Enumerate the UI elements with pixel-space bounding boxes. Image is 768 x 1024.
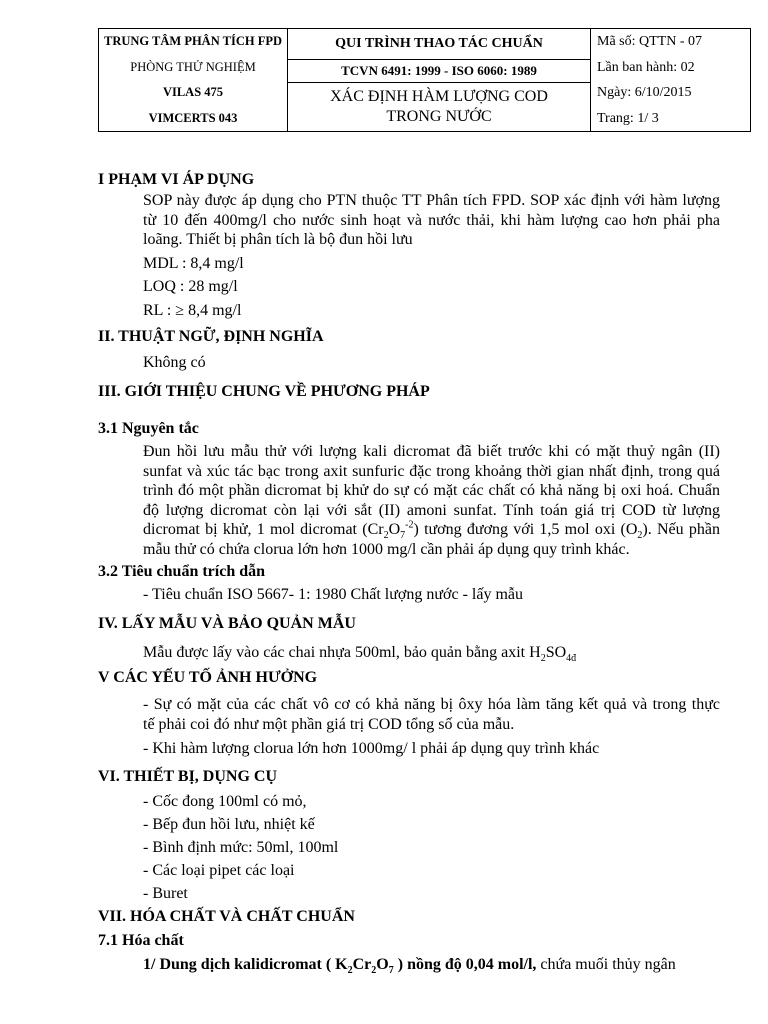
section-3-1-paragraph: Đun hồi lưu mẫu thử với lượng kali dicromat đã biết trước khi có mặt thuỷ ngân (II) sunfat và xúc tác bạc trong axit sunfuric đặc trong khoảng thời gian nhất định, trong quá trình đó một phần dicromat bị khử do sự có mặt các chất có khả năng bị oxi hoá. Chuẩn độ lượng dicromat còn lại với sắt (II) amoni sunfat. Tính toán giá trị COD từ lượng dicromat bị khử, 1 mol dicromat $(Cr_2O_7^{-2})$ tương đương với 1,5 mol oxi $(O_2)$. Nếu phần mẫu thử có chứa clorua lớn hơn 1000 mg/l cần phải áp dụng quy trình khác. xyxy=(143,443,720,558)
doc-code: Mã số: QTTN - 07 xyxy=(597,34,702,49)
section-5-bullet-2: - Khi hàm lượng clorua lớn hơn 1000mg/ l phải áp dụng quy trình khác xyxy=(143,740,600,757)
equipment-item: - Cốc đong 100ml có mỏ, xyxy=(143,793,307,810)
org-name: TRUNG TÂM PHÂN TÍCH FPD xyxy=(103,34,282,48)
doc-issue: Lần ban hành: 02 xyxy=(597,59,695,75)
section-3-heading: III. GIỚI THIỆU CHUNG VỀ PHƯƠNG PHÁP xyxy=(98,383,430,400)
section-5-bullet-1: - Sự có mặt của các chất vô cơ có khả năng bị ôxy hóa làm tăng kết quả và trong thực tế phải coi đó như một phần giá trị COD tổng số của mẫu. xyxy=(143,696,720,733)
doc-title-line2: TRONG NƯỚC xyxy=(386,108,492,125)
organization-cell xyxy=(99,29,288,132)
section-3-1-heading: 3.1 Nguyên tắc xyxy=(98,420,199,437)
doc-meta-cell xyxy=(591,29,751,132)
loq-value: LOQ : 28 mg/l xyxy=(143,278,238,295)
dicromat-line: dicromat bị khử, 1 mol dicromat $(Cr_2O_7^{-2})$ tương đương với 1,5 mol oxi $(O_2)$. Nếu phần xyxy=(143,520,720,542)
doc-title-line1: XÁC ĐỊNH HÀM LƯỢNG COD xyxy=(330,88,548,105)
doc-date: Ngày: 6/10/2015 xyxy=(597,85,692,100)
section-6-heading: VI. THIẾT BỊ, DỤNG CỤ xyxy=(98,768,278,785)
section-7-1-heading: 7.1 Hóa chất xyxy=(98,932,184,949)
org-vilas: VILAS 475 xyxy=(162,85,224,99)
mdl-value: MDL : 8,4 mg/l xyxy=(143,255,244,272)
section-3-2-text: - Tiêu chuẩn ISO 5667- 1: 1980 Chất lượng nước - lấy mẫu xyxy=(143,586,524,603)
equipment-item: - Các loại pipet các loại xyxy=(143,862,295,879)
section-7-heading: VII. HÓA CHẤT VÀ CHẤT CHUẨN xyxy=(98,908,355,925)
section-4-heading: IV. LẤY MẪU VÀ BẢO QUẢN MẪU xyxy=(98,615,356,632)
section-1-paragraph: SOP này được áp dụng cho PTN thuộc TT Phân tích FPD. SOP xác định với hàm lượng từ 10 đến 400mg/l cho nước sinh hoạt và nước thải, khi hàm lượng cao hơn phải pha loãng. Thiết bị phân tích là bộ đun hồi lưu xyxy=(143,192,720,249)
doc-type: QUI TRÌNH THAO TÁC CHUẨN xyxy=(288,29,591,60)
section-5-heading: V CÁC YẾU TỐ ẢNH HƯỞNG xyxy=(98,669,318,686)
doc-standard: TCVN 6491: 1999 - ISO 6060: 1989 xyxy=(288,60,591,83)
equipment-item: - Bếp đun hồi lưu, nhiệt kế xyxy=(143,816,315,833)
equipment-item: - Buret xyxy=(143,885,188,902)
section-2-text: Không có xyxy=(143,354,206,371)
doc-title xyxy=(288,83,591,132)
section-4-text: Mẫu được lấy vào các chai nhựa 500ml, bảo quản bằng axit $H_2SO_{4đ}$ xyxy=(143,644,577,665)
chemical-item-1: 1/ Dung dịch kalidicromat ( $K_2Cr_2O_7$ ) nồng độ 0,04 mol/l, chứa muối thủy ngân xyxy=(143,956,676,977)
equipment-item: - Bình định mức: 50ml, 100ml xyxy=(143,839,339,856)
rl-value: RL : ≥ 8,4 mg/l xyxy=(143,302,242,319)
section-2-heading: II. THUẬT NGỮ, ĐỊNH NGHĨA xyxy=(98,328,324,345)
section-3-2-heading: 3.2 Tiêu chuẩn trích dẫn xyxy=(98,563,266,580)
org-vimcerts: VIMCERTS 043 xyxy=(148,110,238,125)
document-header-table xyxy=(98,28,751,132)
org-department: PHÒNG THỬ NGHIỆM xyxy=(130,59,256,74)
section-1-heading: I PHẠM VI ÁP DỤNG xyxy=(98,171,255,188)
doc-page: Trang: 1/ 3 xyxy=(597,110,659,126)
